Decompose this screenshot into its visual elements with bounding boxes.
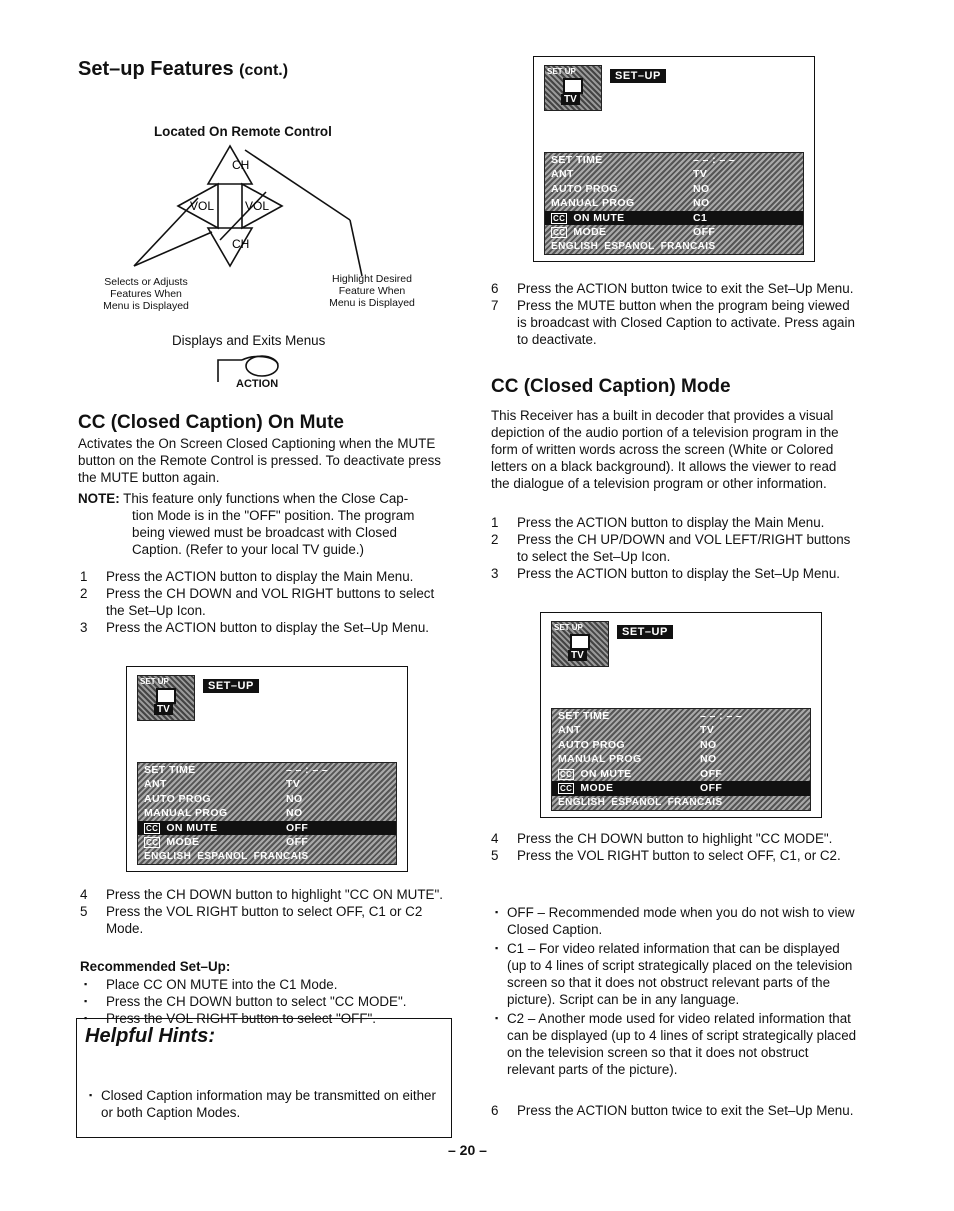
menu-row: MANUAL PROG NO [558, 753, 717, 765]
cc-badge-icon: CC [146, 823, 159, 833]
language-row: ENGLISH ESPANOL FRANCAIS [558, 796, 723, 808]
menu-row: SET TIME – – : – – [558, 709, 743, 722]
menu-row: SET TIME – – : – – [551, 153, 736, 166]
step-text: Press the CH DOWN button to highlight "CC ON MUTE". [106, 887, 443, 902]
icon-tv-label: TV [154, 704, 173, 715]
mode-options-list [491, 904, 857, 1078]
setup-menu-list [137, 762, 397, 866]
mute-steps-a [80, 568, 444, 636]
mute-intro: Activates the On Screen Closed Captioning when the MUTE button on the Remote Control is pressed. To deactivate press the MUTE button again. [78, 436, 441, 485]
step-text: Press the CH DOWN button to highlight "CC MODE". [517, 831, 833, 846]
step-text: Press the ACTION button twice to exit the Set–Up Menu. [517, 281, 854, 296]
ch-down-label: CH [232, 237, 250, 251]
vol-left-label: VOL [190, 199, 215, 213]
setup-title: SET–UP [617, 625, 673, 639]
step [80, 585, 444, 619]
menu-row: ANT TV [558, 724, 715, 736]
icon-label: SET UP [554, 623, 583, 632]
list-item: ▪ Closed Caption information may be transmitted on either or both Caption Modes. [85, 1087, 441, 1121]
step-text: Press the ACTION button to display the Set–Up Menu. [517, 566, 841, 581]
menu-row: ANT TV [551, 168, 708, 180]
note-rest: tion Mode is in the "OFF" position. The program being viewed must be broadcast with Closed Caption. (Refer to your local TV guide.) [132, 508, 415, 557]
step [491, 565, 857, 582]
cc-badge-icon: CC [553, 228, 566, 237]
icon-label: SET UP [140, 677, 169, 686]
cc-badge-icon: CC [560, 784, 573, 793]
hints-list [85, 1087, 441, 1121]
mode-step-final [491, 1102, 857, 1119]
setup-menu-list [544, 152, 804, 256]
page-number: – 20 – [448, 1142, 487, 1158]
mode-steps-b [491, 830, 857, 864]
remote-caption-left [86, 276, 206, 312]
step-number: 2 [80, 586, 88, 601]
caption-line: Menu is Displayed [103, 300, 189, 312]
step-number: 3 [491, 566, 499, 581]
caption-line: Selects or Adjusts [104, 276, 188, 288]
menu-row-highlighted: CC MODE OFF [552, 781, 810, 796]
step-number: 3 [80, 620, 88, 635]
note-block [78, 490, 444, 558]
step [491, 847, 857, 864]
step [80, 886, 444, 903]
menu-row: MANUAL PROG NO [144, 807, 303, 819]
setup-tv-icon [551, 621, 609, 667]
page-title-text: Set–up Features [78, 58, 234, 80]
remote-diagram [100, 140, 370, 282]
menu-row: CC MODE OFF [553, 226, 716, 238]
step [491, 297, 857, 348]
step [491, 514, 857, 531]
setup-menu-screen-1 [126, 666, 408, 872]
displays-exits-label: Displays and Exits Menus [172, 333, 326, 348]
step-text: Press the CH UP/DOWN and VOL LEFT/RIGHT buttons to select the Set–Up Icon. [517, 532, 851, 564]
vol-right-label: VOL [245, 199, 270, 213]
section-heading-mode: CC (Closed Caption) Mode [491, 376, 731, 397]
step-number: 1 [80, 569, 88, 584]
remote-heading: Located On Remote Control [154, 124, 332, 139]
step-number: 6 [491, 281, 499, 296]
menu-row: MANUAL PROG NO [551, 197, 710, 209]
step [80, 619, 444, 636]
caption-line: Features When [110, 288, 182, 300]
ch-up-label: CH [232, 158, 250, 172]
step-text: Press the VOL RIGHT button to select OFF, C1, or C2. [517, 848, 841, 863]
setup-title: SET–UP [203, 679, 259, 693]
menu-row: CC MODE OFF [146, 836, 309, 848]
step-text: Press the CH DOWN and VOL RIGHT buttons to select the Set–Up Icon. [106, 586, 435, 618]
menu-row: AUTO PROG NO [144, 792, 303, 805]
step [491, 830, 857, 847]
menu-row: SET TIME – – : – – [144, 763, 329, 776]
step-text: Press the ACTION button to display the Set–Up Menu. [106, 620, 430, 635]
step-number: 1 [491, 515, 499, 530]
step-text: Press the ACTION button to display the Main Menu. [106, 569, 414, 584]
step-number: 4 [80, 887, 88, 902]
cc-badge-icon: CC [146, 838, 159, 847]
section-heading-mute: CC (Closed Caption) On Mute [78, 412, 344, 433]
step-text: Press the VOL RIGHT button to select OFF, C1 or C2 Mode. [106, 904, 423, 936]
action-label: ACTION [236, 378, 279, 390]
note-label: NOTE: [78, 491, 120, 506]
step-text: Press the ACTION button to display the Main Menu. [517, 515, 825, 530]
setup-tv-icon [544, 65, 602, 111]
mode-intro: This Receiver has a built in decoder that provides a visual depiction of the audio portion of a television program in the form of written words across the screen (White or Colored letters on a black background). It allows the viewer to read the dialogue of a television program or other information. [491, 408, 839, 491]
list-item: ▪ Press the CH DOWN button to select "CC MODE". [80, 993, 444, 1010]
recommended-heading: Recommended Set–Up: [80, 959, 231, 974]
mode-steps-a [491, 514, 857, 582]
step-number: 7 [491, 298, 499, 313]
step-text: Press the ACTION button twice to exit the Set–Up Menu. [517, 1103, 854, 1118]
step-number: 5 [491, 848, 499, 863]
list-item: ▪ C1 – For video related information that can be displayed (up to 4 lines of script strategically placed on the television screen so that it does not obstruct relevant parts of the picture). Script can be in any language. [491, 940, 857, 1008]
setup-menu-screen-3 [540, 612, 822, 818]
icon-tv-label: TV [561, 94, 580, 105]
step [491, 1102, 857, 1119]
list-item: ▪ C2 – Another mode used for video related information that can be displayed (up to 4 lines of script strategically placed on the television screen so that it does not obstruct relevant parts of the picture). [491, 1010, 857, 1078]
menu-row: AUTO PROG NO [551, 182, 710, 195]
step [80, 568, 444, 585]
mute-steps-b [80, 886, 444, 937]
setup-menu-screen-top [533, 56, 815, 262]
note-first-line: This feature only functions when the Close Cap- [123, 491, 409, 506]
cc-badge-icon: CC [560, 769, 573, 779]
caption-line: Feature When [338, 285, 406, 297]
menu-row: CC ON MUTE OFF [560, 767, 723, 780]
setup-tv-icon [137, 675, 195, 721]
page-title-suffix: (cont.) [239, 62, 289, 79]
menu-row-highlighted: CC ON MUTE C1 [545, 211, 803, 226]
list-item: ▪ Place CC ON MUTE into the C1 Mode. [80, 976, 444, 993]
page-title [78, 58, 288, 81]
icon-tv-label: TV [568, 650, 587, 661]
step [80, 903, 444, 937]
step [491, 531, 857, 565]
mute-steps-c [491, 280, 857, 348]
hints-title: Helpful Hints: [85, 1025, 215, 1047]
caption-line: Menu is Displayed [329, 297, 415, 309]
language-row: ENGLISH ESPANOL FRANCAIS [144, 850, 309, 862]
step-number: 5 [80, 904, 88, 919]
language-row: ENGLISH ESPANOL FRANCAIS [551, 240, 716, 252]
step [491, 280, 857, 297]
icon-label: SET UP [547, 67, 576, 76]
remote-caption-right [312, 273, 432, 309]
menu-row: ANT TV [144, 778, 301, 790]
step-text: Press the MUTE button when the program being viewed is broadcast with Closed Caption to activate. Press again to deactivate. [517, 298, 855, 347]
step-number: 6 [491, 1103, 499, 1118]
setup-menu-list [551, 708, 811, 812]
step-number: 2 [491, 532, 499, 547]
step-number: 4 [491, 831, 499, 846]
helpful-hints-box [76, 1018, 452, 1138]
setup-title: SET–UP [610, 69, 666, 83]
menu-row-highlighted: CC ON MUTE OFF [138, 821, 396, 836]
list-item: ▪ OFF – Recommended mode when you do not wish to view Closed Caption. [491, 904, 857, 938]
caption-line: Highlight Desired [332, 273, 412, 285]
list-item: ▪ Press the VOL RIGHT button to select "OFF". [80, 1010, 444, 1027]
menu-row: AUTO PROG NO [558, 738, 717, 751]
cc-badge-icon: CC [553, 213, 566, 223]
